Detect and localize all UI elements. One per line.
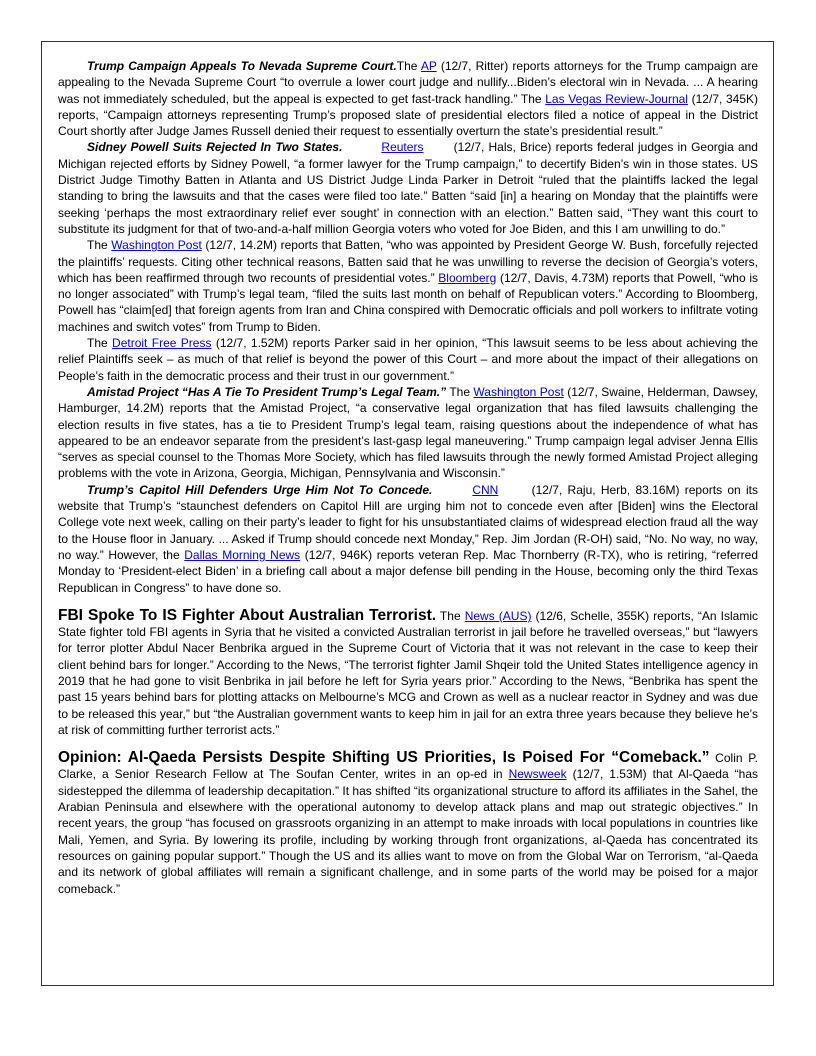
text: (12/7, 1.52M) reports Parker said in her opinion, “This lawsuit seems to be less about achieving the relief Plaintiffs seek – as much of that relief is beyond the power of this Court – and more about the impact of their allegations on People’s faith in the democratic process and their trust in our government.” — [58, 336, 759, 383]
article-nevada — [58, 58, 758, 139]
link-dallas-morning-news[interactable]: Dallas Morning News — [184, 547, 301, 562]
link-reuters[interactable]: Reuters — [381, 140, 424, 155]
text: The — [87, 238, 112, 253]
text: The — [396, 59, 421, 73]
text: (12/7, 345K) reports, “Campaign attorneys representing Trump’s proposed slate of presidential electors filed a notice of appeal in the District Court shortly after Judge James Russell denied their request to essentially overturn the state’s presidential result.” — [58, 91, 759, 139]
text: (12/6, Schelle, 355K) reports, “An Islamic State fighter told FBI agents in Syria that he visited a convicted Australian terrorist in jail before he travelled overseas,” but “lawyers for terror plotter Abdul Nacer Benbrika argued in the Supreme Court of Victoria that it was not relevant in the case to keep their client behind bars for longer.” According to the News, “The terrorist fighter Jamil Shqeir told the United States intelligence agency in 2019 that he had gone to visit Benbrika in jail before he left for Syria years prior.” According to the News, “Benbrika has spent the past 15 years behind bars for plotting attacks on Melbourne’s MCG and Crown as well as a nuclear reactor in Sydney and was due to be released this year,” but “the Australian government wants to keep him in jail for an extra three years because they believe he’s at risk of committing further terrorist acts.” — [58, 608, 758, 737]
link-cnn[interactable]: CNN — [472, 482, 499, 497]
text: (12/7, 946K) reports veteran Rep. Mac Thornberry (R-TX), who is retiring, “referred Monday to ‘President-elect Biden’ in a briefing call about a major defense bill pending in the House, becoming only the third Texas Republican in Congress” to have done so. — [58, 547, 759, 595]
article-amistad — [58, 384, 758, 482]
text: (12/7, Raju, Herb, 83.16M) reports on its website that Trump’s “staunchest defenders on Capitol Hill are urging him not to concede even after [Biden] wins the Electoral College vote next week, calling on their party’s leader to fight for his unsubstantiated claims of widespread election fraud all the way to the House floor in January. ... Asked if Trump should concede next Monday,” Rep. Jim Jordan (R-OH) said, “No. No way, no way, no way.” However, the — [58, 482, 758, 562]
link-news-aus[interactable]: News (AUS) — [464, 608, 532, 623]
headline-opinion: Opinion: Al-Qaeda Persists Despite Shifting US Priorities, Is Poised For “Comeback.” — [58, 749, 710, 767]
text: (12/7, Hals, Brice) reports federal judges in Georgia and Michigan rejected efforts by Sidney Powell, “a former lawyer for the Trump campaign,” to decertify Biden’s win in those states. US District Judge Timothy Batten in Atlanta and US District Judge Linda Parker in Detroit “ruled that the plaintiffs lacked the legal standing to bring the lawsuits and that the cases were filed too late.” Batten “said [in] a hearing on Monday that the plaintiffs were seeking ‘perhaps the most extraordinary relief ever sought’ in connection with an election.” Batten said, “They want this court to substitute its judgment for that of two-and-a-half million Georgia voters who voted for Joe Biden, and this I am unwilling to do.” — [58, 140, 758, 236]
text: (12/7, Swaine, Helderman, Dawsey, Hamburger, 14.2M) reports that the Amistad Project, “a conservative legal organization that has filed lawsuits challenging the election results in five states, has a tie to President Trump’s legal team, raising questions about the independence of what has appeared to be an endeavor separate from the president’s last-gasp legal maneuvering.” Trump campaign legal adviser Jenna Ellis “serves as special counsel to the Thomas More Society, which has filed lawsuits through the newly formed Amistad Project alleging problems with the vote in Arizona, Georgia, Michigan, Pennsylvania and Wisconsin.” — [58, 384, 758, 481]
link-detroit-free-press[interactable]: Detroit Free Press — [112, 336, 212, 351]
text: (12/7, 1.53M) that Al-Qaeda “has sidestepped the dilemma of leadership decapitation.” It has shifted “its organizational structure to afford its affiliates in the Sahel, the Arabian Peninsula and elsewhere with the operational autonomy to develop attack plans and map out strategic objectives.” In recent years, the group “has focused on grassroots organizing in an attempt to make inroads with local populations in countries like Mali, Yemen, and Syria. By lowering its profile, including by working through front organizations, al-Qaeda has concentrated its resources on gaining popular support.” Though the US and its allies want to move on from the Global War on Terrorism, “al-Qaeda and its network of global affiliates will remain a significant challenge, and in some parts of the world may be poised for a major comeback.” — [58, 767, 758, 896]
article-detroit — [58, 335, 758, 384]
article-powell — [58, 139, 758, 237]
link-washington-post[interactable]: Washington Post — [111, 238, 202, 253]
article-wapo — [58, 237, 758, 335]
link-newsweek[interactable]: Newsweek — [508, 767, 567, 782]
headline-amistad: Amistad Project “Has A Tie To President Trump’s Legal Team.” — [87, 384, 447, 399]
article-capitol — [58, 482, 758, 596]
text: Colin P. Clarke, a Senior Research Fellow at The Soufan Center, writes in an op-ed in — [58, 751, 758, 782]
text: The — [436, 608, 465, 623]
link-las-vegas-review-journal[interactable]: Las Vegas Review-Journal — [545, 91, 688, 106]
headline-powell: Sidney Powell Suits Rejected In Two States. — [87, 140, 343, 155]
text: The — [446, 384, 474, 399]
text: (12/7, Davis, 4.73M) reports that Powell, “who is no longer associated” with Trump’s legal team, “filed the suits last month on behalf of Republican voters.” According to Bloomberg, Powell has “claim[ed] that foreign agents from Iran and China conspired with Democratic officials and poll workers to infiltrate voting machines and switch votes” from Trump to Biden. — [58, 270, 758, 334]
headline-capitol: Trump’s Capitol Hill Defenders Urge Him Not To Concede. — [87, 482, 433, 497]
article-fbi — [58, 608, 758, 738]
link-washington-post-2[interactable]: Washington Post — [473, 384, 564, 399]
headline-nevada: Trump Campaign Appeals To Nevada Supreme Court. — [87, 59, 397, 73]
article-opinion — [58, 750, 758, 897]
newsletter-content — [58, 58, 758, 897]
headline-fbi: FBI Spoke To IS Fighter About Australian Terrorist. — [58, 606, 437, 624]
text: (12/7, 14.2M) reports that Batten, “who was appointed by President George W. Bush, forcefully rejected the plaintiffs’ requests. Citing other technical reasons, Batten said that he was unwilling to reverse the decision of Georgia’s voters, which has been reaffirmed through two recounts of presidential votes.” — [58, 238, 758, 285]
link-bloomberg[interactable]: Bloomberg — [438, 270, 497, 285]
text: The — [87, 336, 113, 351]
text: (12/7, Ritter) reports attorneys for the Trump campaign are appealing to the Nevada Supreme Court “to overrule a lower court judge and nullify...Biden’s electoral win in Nevada. ... A hearing was not immediately scheduled, but the appeal is expected to get fast-track handling.” The — [58, 59, 758, 106]
link-ap[interactable]: AP — [420, 59, 437, 73]
